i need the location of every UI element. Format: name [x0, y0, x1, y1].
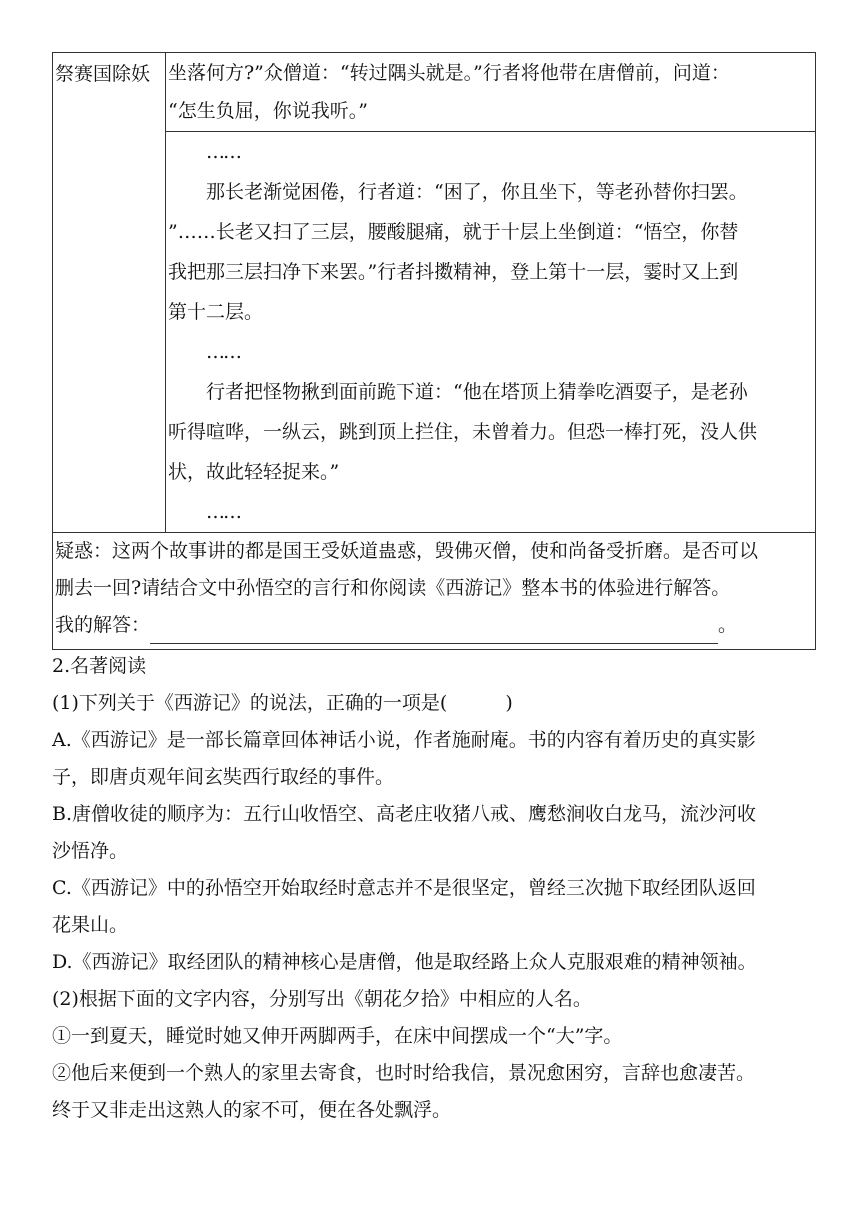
- item-1: ①一到夏天，睡觉时她又伸开两脚两手，在床中间摆成一个“大”字。: [52, 1025, 623, 1047]
- excerpt-paragraph-line: 行者把怪物揪到面前跪下道：“他在塔顶上猜拳吃酒耍子，是老孙: [206, 381, 748, 403]
- item-2: ②他后来便到一个熟人的家里去寄食，也时时给我信，景况愈困穷，言辞也愈凄苦。: [52, 1062, 756, 1084]
- excerpt-line: 坐落何方?”众僧道：“转过隅头就是。”行者将他带在唐僧前，问道：: [168, 62, 730, 84]
- excerpt-paragraph-line: 那长老渐觉困倦，行者道：“困了，你且坐下，等老孙替你扫罢。: [206, 181, 748, 203]
- option-d: D.《西游记》取经团队的精神核心是唐僧，他是取经路上众人克服艰难的精神领袖。: [52, 951, 757, 973]
- ellipsis: ……: [206, 141, 240, 163]
- reading-table: [52, 52, 816, 650]
- option-a-cont: 子，即唐贞观年间玄奘西行取经的事件。: [52, 766, 395, 788]
- option-c: C.《西游记》中的孙悟空开始取经时意志并不是很坚定，曾经三次抛下取经团队返回: [52, 877, 756, 899]
- excerpt-paragraph-line: 听得喧哗，一纵云，跳到顶上拦住，未曾着力。但恐一棒打死，没人供: [168, 421, 758, 443]
- item-2-cont: 终于又非走出这熟人的家不可，便在各处飘浮。: [52, 1099, 452, 1121]
- doubt-text: 删去一回?请结合文中孙悟空的言行和你阅读《西游记》整本书的体验进行解答。: [55, 577, 731, 599]
- answer-blank[interactable]: [150, 621, 718, 644]
- option-c-cont: 花果山。: [52, 914, 129, 936]
- excerpt-paragraph-line: 第十二层。: [168, 301, 264, 323]
- question-1-text: (1)下列关于《西游记》的说法，正确的一项是(: [52, 692, 448, 714]
- question-1-end: ): [505, 692, 513, 714]
- answer-label: 我的解答：: [55, 614, 151, 636]
- doubt-text: 疑惑：这两个故事讲的都是国王受妖道蛊惑，毁佛灭僧，使和尚备受折磨。是否可以: [55, 540, 759, 562]
- question-2: (2)根据下面的文字内容，分别写出《朝花夕拾》中相应的人名。: [52, 988, 592, 1010]
- excerpt-paragraph-line: 我把那三层扫净下来罢。”行者抖擞精神，登上第十一层，霎时又上到: [168, 261, 739, 283]
- excerpt-cell-1: [166, 53, 816, 132]
- excerpt-paragraph-line: 状，故此轻轻捉来。”: [168, 461, 340, 483]
- ellipsis: ……: [206, 341, 240, 363]
- question-1: [52, 685, 816, 722]
- question-cell: [53, 533, 816, 650]
- classic-reading-section: [52, 648, 816, 1129]
- excerpt-cell-2: [166, 132, 816, 533]
- excerpt-line: “怎生负屈，你说我听。”: [168, 100, 368, 122]
- option-b-cont: 沙悟净。: [52, 840, 129, 862]
- excerpt-paragraph-line: ”……长老又扫了三层，腰酸腿痛，就于十层上坐倒道：“悟空，你替: [168, 221, 739, 243]
- story-title-cell: [53, 53, 166, 533]
- story-title: 祭赛国除妖: [55, 63, 151, 85]
- section-heading: 2.名著阅读: [52, 655, 147, 677]
- answer-end: 。: [718, 614, 738, 636]
- ellipsis: ……: [206, 501, 240, 523]
- option-a: A.《西游记》是一部长篇章回体神话小说，作者施耐庵。书的内容有着历史的真实影: [52, 729, 756, 751]
- option-b: B.唐僧收徒的顺序为：五行山收悟空、高老庄收猪八戒、鹰愁涧收白龙马，流沙河收: [52, 803, 757, 825]
- answer-row: [55, 607, 811, 644]
